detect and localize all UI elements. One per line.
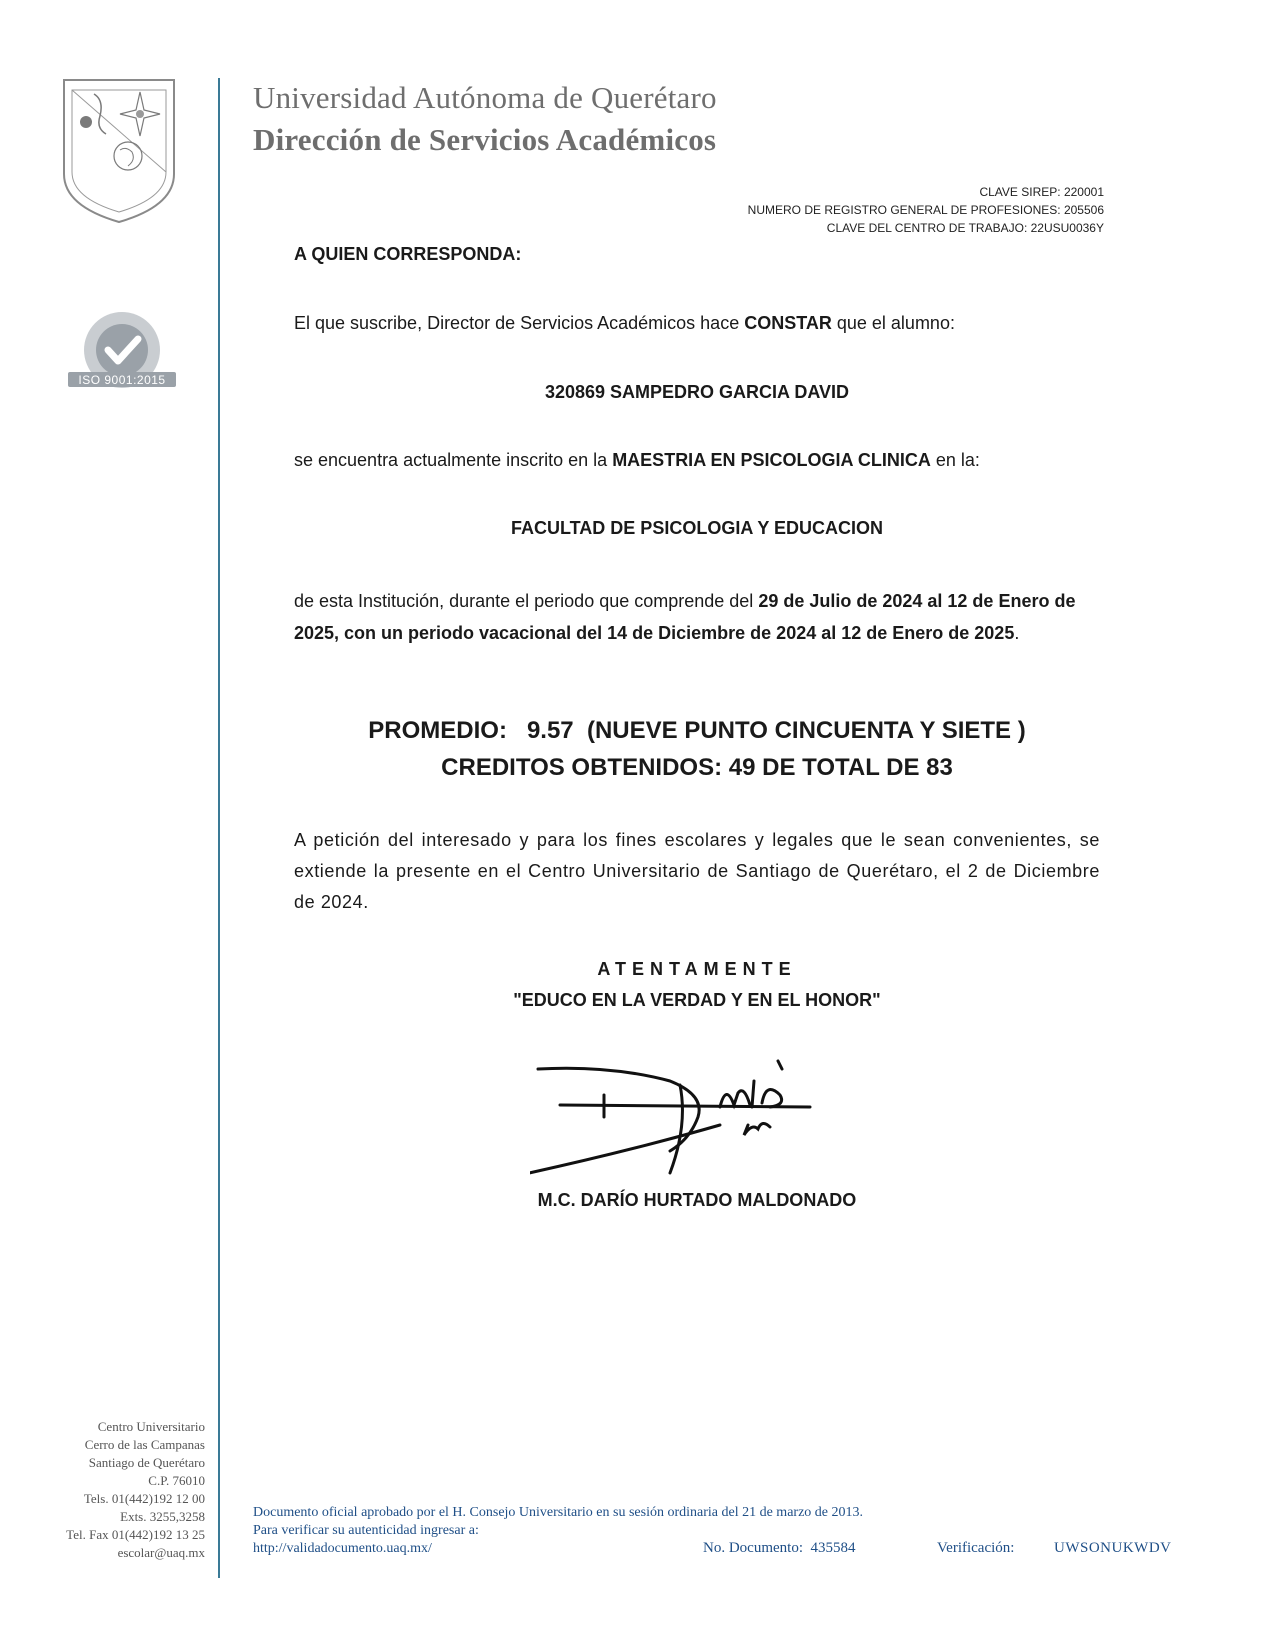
issuance-statement: A petición del interesado y para los fines escolares y legales que le sean convenientes, se extiende la presente en el Centro Universitario de Santiago de Querétaro, el 2 de Diciembre de 2024. [294, 830, 1100, 912]
verification-url-link[interactable]: http://validadocumento.uaq.mx/ [253, 1541, 432, 1556]
period-text: de esta Institución, durante el periodo que comprende del [294, 591, 759, 611]
clave-centro-trabajo: CLAVE DEL CENTRO DE TRABAJO: 22USU0036Y [826, 221, 1104, 235]
footer-approval: Documento oficial aprobado por el H. Consejo Universitario en su sesión ordinaria del 21 de marzo de 2013. [253, 1505, 864, 1520]
footer-verify-instructions: Para verificar su autenticidad ingresar a: [253, 1523, 479, 1538]
registration-codes [748, 183, 1104, 237]
promedio: PROMEDIO: 9.57 (NUEVE PUNTO CINCUENTA Y SIETE ) [368, 717, 1026, 744]
statement-tail: que el alumno: [831, 313, 955, 333]
address-line: Tel. Fax 01(442)192 13 25 [66, 1527, 205, 1542]
iso-badge-label: ISO 9001:2015 [78, 373, 166, 387]
atentamente: ATENTAMENTE [597, 959, 797, 979]
period-tail: . [1014, 623, 1020, 643]
address-line: Exts. 3255,3258 [120, 1509, 205, 1524]
motto: "EDUCO EN LA VERDAD Y EN EL HONOR" [513, 990, 881, 1010]
enrollment-text: se encuentra actualmente inscrito en la [294, 450, 613, 470]
statement-emphasis: CONSTAR [744, 313, 832, 333]
student-id-name: 320869 SAMPEDRO GARCIA DAVID [544, 382, 850, 402]
closing [294, 954, 1100, 1016]
campus-address [25, 1418, 205, 1562]
period-dates: 29 de Julio de 2024 al 12 de Enero de 2025, con un periodo vacacional del 14 de Diciembre de 2024 al 12 de Enero de 2025 [294, 591, 1076, 643]
program-name: MAESTRIA EN PSICOLOGIA CLINICA [612, 450, 931, 470]
enrollment-tail: en la: [930, 450, 980, 470]
document-number: No. Documento: 435584 [703, 1540, 856, 1556]
certification-statement [294, 313, 1100, 334]
address-line: Tels. 01(442)192 12 00 [83, 1491, 205, 1506]
address-line: Centro Universitario [97, 1419, 205, 1434]
vertical-divider [218, 78, 220, 1578]
address-line: Santiago de Querétaro [88, 1455, 205, 1470]
verification-code: UWSONUKWDV [1054, 1540, 1172, 1556]
signer-name: M.C. DARÍO HURTADO MALDONADO [537, 1190, 857, 1210]
verification-label: Verificación: [937, 1540, 1015, 1556]
address-line: C.P. 76010 [148, 1473, 205, 1488]
handwritten-signature [530, 1055, 850, 1180]
contact-email: escolar@uaq.mx [117, 1545, 205, 1560]
faculty-name: FACULTAD DE PSICOLOGIA Y EDUCACION [510, 518, 884, 538]
grades-summary [294, 712, 1100, 786]
clave-sirep: CLAVE SIREP: 220001 [979, 185, 1104, 199]
address-line: Cerro de las Campanas [84, 1437, 205, 1452]
university-seal-logo [60, 76, 178, 226]
creditos: CREDITOS OBTENIDOS: 49 DE TOTAL DE 83 [441, 754, 953, 781]
greeting: A QUIEN CORRESPONDA: [294, 244, 522, 264]
statement-text: El que suscribe, Director de Servicios Académicos hace [294, 313, 745, 333]
registro-profesiones: NUMERO DE REGISTRO GENERAL DE PROFESIONES: 205506 [747, 203, 1104, 217]
university-name: Universidad Autónoma de Querétaro [253, 80, 717, 115]
department-name: Dirección de Servicios Académicos [253, 122, 717, 157]
period-statement [294, 585, 1100, 649]
enrollment-statement [294, 450, 1100, 471]
